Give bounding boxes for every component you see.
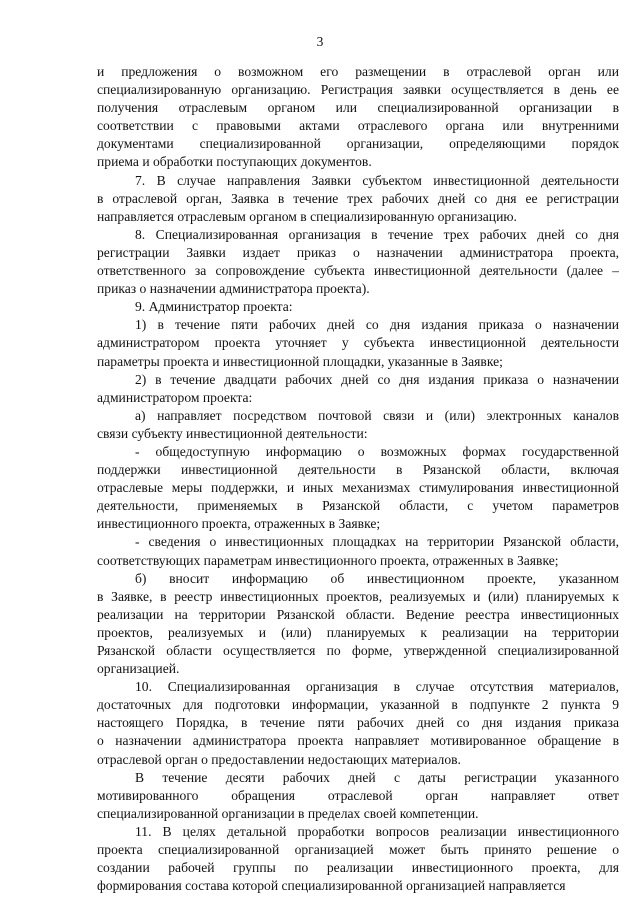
paragraph-continuation (97, 63, 619, 172)
text-line: приема и обработки поступающих документов. (97, 154, 372, 170)
text-line: - общедоступную информацию о возможных формах государственной (135, 443, 619, 459)
text-line: 8. Специализированная организация в течение трех рабочих дней со дня (135, 226, 619, 242)
text-line: администратором проекта: (97, 389, 253, 405)
paragraph-item-7 (97, 172, 619, 226)
text-line: инвестиционного проекта, отраженных в Заявке; (97, 516, 381, 532)
page-number: 3 (316, 34, 324, 49)
document-body (97, 63, 619, 895)
text-line: отраслевой орган о предоставлении недостающих материалов. (97, 751, 461, 767)
text-line: поддержки инвестиционной деятельности в Рязанской области, включая (97, 462, 619, 478)
paragraph-item-9-2-a-dash-1 (97, 443, 619, 533)
text-line: соответствующих параметрам инвестиционного проекта, отраженных в Заявке; (97, 552, 559, 568)
text-line: приказ о назначении администратора проекта). (97, 281, 370, 297)
paragraph-item-10-response (97, 769, 619, 823)
paragraph-item-9-2-a (97, 407, 619, 443)
text-line: В течение десяти рабочих дней с даты регистрации указанного (135, 769, 619, 785)
text-line: настоящего Порядка, в течение пяти рабочих дней со дня издания приказа (97, 715, 619, 731)
text-line: создании рабочей группы по реализации инвестиционного проекта, для (97, 860, 619, 876)
text-line: направляется отраслевым органом в специализированную организацию. (97, 208, 517, 224)
text-line: деятельности, применяемых в Рязанской области, с учетом параметров (97, 498, 619, 514)
text-line: регистрации Заявки издает приказ о назначении администратора проекта, (97, 244, 619, 260)
paragraph-item-9-2 (97, 371, 619, 407)
text-line: 2) в течение двадцати рабочих дней со дня издания приказа о назначении (135, 371, 619, 387)
text-line: организацией. (97, 661, 180, 677)
text-line: реализации на территории Рязанской области. Ведение реестра инвестиционных (97, 606, 619, 622)
text-line: параметры проекта и инвестиционной площадки, указанные в Заявке; (97, 353, 503, 369)
text-line: 11. В целях детальной проработки вопросов реализации инвестиционного (135, 823, 619, 839)
text-line: проектов, реализуемых и (или) планируемых к реализации на территории (97, 624, 619, 640)
paragraph-item-11 (97, 823, 619, 895)
text-line: администратором проекта уточняет у субъекта инвестиционной деятельности (97, 335, 619, 351)
text-line: специализированную организацию. Регистрация заявки осуществляется в день ее (97, 82, 619, 98)
paragraph-item-9-2-a-dash-2 (97, 533, 619, 569)
text-line: достаточных для подготовки информации, указанной в подпункте 2 пункта 9 (97, 697, 619, 713)
text-line: мотивированного обращения отраслевой орган направляет ответ (97, 787, 619, 803)
text-line: проекта специализированной организацией может быть принято решение о (97, 842, 619, 858)
text-line: - сведения о инвестиционных площадках на территории Рязанской области, (135, 534, 619, 550)
text-line: 9. Администратор проекта: (135, 299, 293, 315)
text-line: формирования состава которой специализированной организацией направляется (97, 878, 566, 894)
paragraph-item-9 (97, 298, 619, 316)
text-line: в отраслевой орган, Заявка в течение трех рабочих дней со дня ее регистрации (97, 190, 619, 206)
text-line: о назначении администратора проекта направляет мотивированное обращение в (97, 733, 619, 749)
text-line: Рязанской области осуществляется по форме, утвержденной специализированной (97, 643, 619, 658)
paragraph-item-9-2-b (97, 570, 619, 679)
paragraph-item-9-1 (97, 316, 619, 370)
paragraph-item-10 (97, 678, 619, 768)
text-line: 10. Специализированная организация в случае отсутствия материалов, (135, 679, 619, 695)
text-line: ответственного за сопровождение субъекта инвестиционной деятельности (далее – (97, 263, 619, 279)
text-line: 1) в течение пяти рабочих дней со дня издания приказа о назначении (135, 317, 619, 333)
text-line: соответствии с правовыми актами отраслевого органа или внутренними (97, 118, 619, 134)
paragraph-item-8 (97, 226, 619, 298)
text-line: специализированной организации в пределах своей компетенции. (97, 805, 479, 821)
text-line: и предложения о возможном его размещении в отраслевой орган или (97, 64, 619, 79)
text-line: а) направляет посредством почтовой связи и (или) электронных каналов (135, 407, 619, 423)
text-line: в Заявке, в реестр инвестиционных проектов, реализуемых и (или) планируемых к (97, 588, 619, 604)
text-line: отраслевые меры поддержки, и иных механизмах стимулирования инвестиционной (97, 480, 619, 496)
text-line: 7. В случае направления Заявки субъектом инвестиционной деятельности (135, 172, 619, 188)
text-line: связи субъекту инвестиционной деятельности: (97, 425, 368, 441)
text-line: б) вносит информацию об инвестиционном проекте, указанном (135, 570, 619, 586)
text-line: получения отраслевым органом или специализированной организации в (97, 100, 619, 116)
text-line: документами специализированной организации, определяющими порядок (97, 136, 619, 152)
